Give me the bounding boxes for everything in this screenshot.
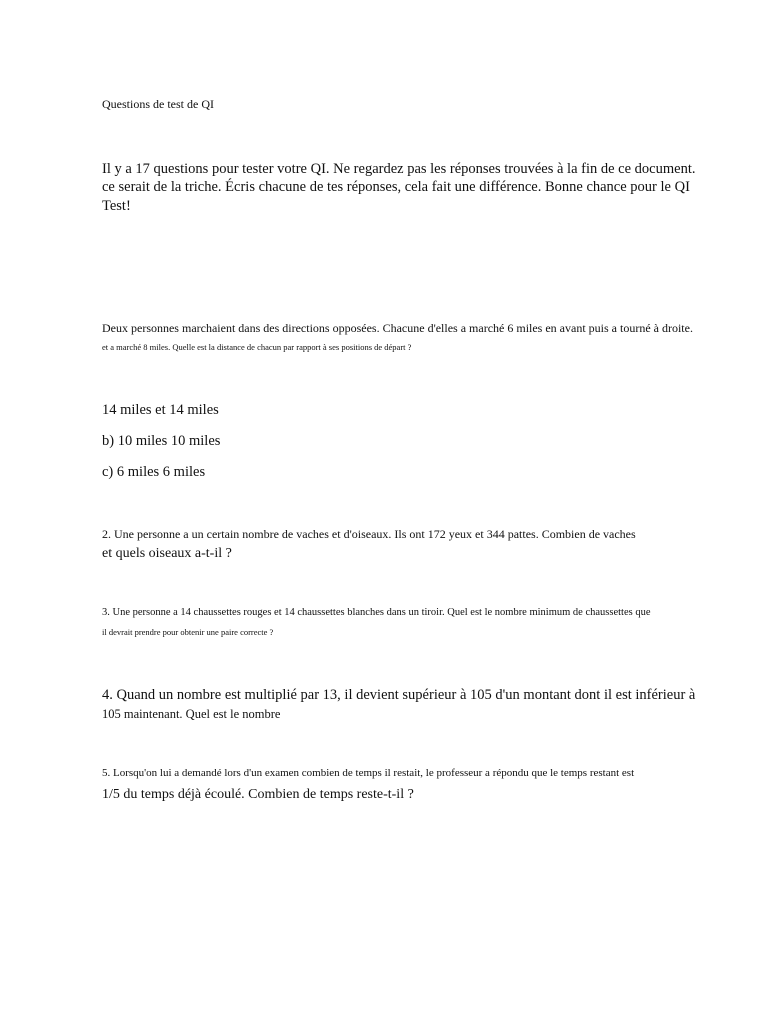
question-2-line-1: 2. Une personne a un certain nombre de vaches et d'oiseaux. Ils ont 172 yeux et 344 pattes. Combien de vaches xyxy=(102,527,636,541)
question-4-line-1: 4. Quand un nombre est multiplié par 13, il devient supérieur à 105 d'un montant dont il est inférieur à xyxy=(102,687,696,703)
question-5-line-2: 1/5 du temps déjà écoulé. Combien de temps reste-t-il ? xyxy=(102,787,414,802)
page-title: Questions de test de QI xyxy=(102,97,214,111)
intro-line-3: Test! xyxy=(102,198,131,214)
question-1-option-b: b) 10 miles 10 miles xyxy=(102,433,221,449)
question-4-line-2: 105 maintenant. Quel est le nombre xyxy=(102,707,281,721)
question-5-line-1: 5. Lorsqu'on lui a demandé lors d'un examen combien de temps il restait, le professeur a répondu que le temps restant est xyxy=(102,767,635,779)
question-1-option-c: c) 6 miles 6 miles xyxy=(102,464,206,480)
question-3-line-1: 3. Une personne a 14 chaussettes rouges et 14 chaussettes blanches dans un tiroir. Quel est le nombre minimum de chaussettes que xyxy=(102,607,651,618)
question-1-option-a: 14 miles et 14 miles xyxy=(102,402,219,418)
question-1-line-2: et a marché 8 miles. Quelle est la distance de chacun par rapport à ses positions de départ ? xyxy=(102,342,412,352)
intro-line-1: Il y a 17 questions pour tester votre QI. Ne regardez pas les réponses trouvées à la fin de ce document. xyxy=(102,161,696,177)
intro-line-2: ce serait de la triche. Écris chacune de tes réponses, cela fait une différence. Bonne chance pour le QI xyxy=(102,179,690,195)
question-1-line-1: Deux personnes marchaient dans des directions opposées. Chacune d'elles a marché 6 miles en avant puis a tourné à droite. xyxy=(102,321,693,335)
question-3-line-2: il devrait prendre pour obtenir une paire correcte ? xyxy=(102,627,274,637)
question-2-line-2: et quels oiseaux a-t-il ? xyxy=(102,546,232,561)
